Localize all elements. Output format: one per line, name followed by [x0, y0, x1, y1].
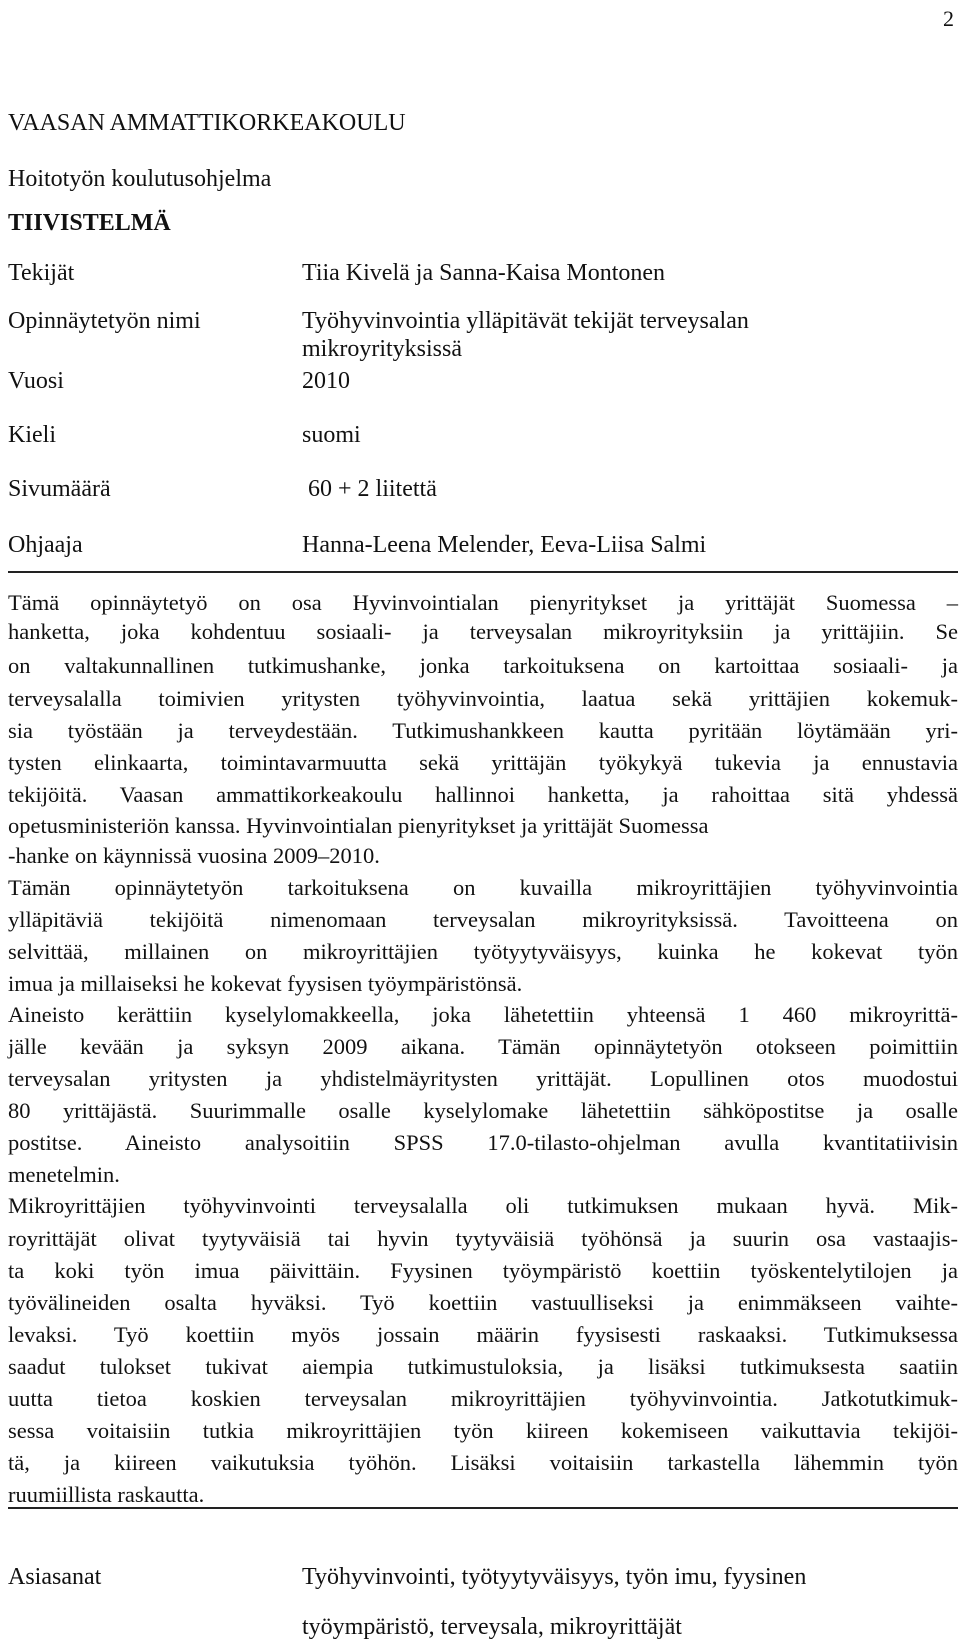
- abstract-line: Tämän opinnäytetyön tarkoituksena on kuvailla mikroyrittäjien työhyvinvointia: [8, 875, 958, 900]
- abstract-line: imua ja millaiseksi he kokevat fyysisen työympäristönsä.: [8, 971, 523, 996]
- abstract-line: Tämä opinnäytetyö on osa Hyvinvointialan pienyritykset ja yrittäjät Suomessa –: [8, 590, 958, 615]
- keywords-label: Asiasanat: [8, 1564, 102, 1590]
- abstract-line: hanketta, joka kohdentuu sosiaali- ja terveysalan mikroyrityksiin ja yrittäjiin. Se: [8, 619, 958, 644]
- abstract-line: terveysalan yritysten ja yhdistelmäyritysten yrittäjät. Lopullinen otos muodostui: [8, 1066, 958, 1091]
- abstract-line: työvälineiden osalta hyväksi. Työ koettiin vastuulliseksi ja enimmäkseen vaihte-: [8, 1290, 958, 1315]
- bottom-divider: [8, 1507, 958, 1509]
- abstract-line: levaksi. Työ koettiin myös jossain määrin fyysisesti raskaaksi. Tutkimuksessa: [8, 1322, 958, 1347]
- abstract-line: -hanke on käynnissä vuosina 2009–2010.: [8, 843, 380, 868]
- keywords-value: Työhyvinvointi, työtyytyväisyys, työn imu, fyysinen: [302, 1564, 807, 1590]
- abstract-line: tysten elinkaarta, toimintavarmuutta sekä yrittäjän työkykyä tukevia ja ennustavia: [8, 750, 958, 775]
- keywords-value-line2: työympäristö, terveysala, mikroyrittäjät: [302, 1614, 682, 1640]
- meta-label-language: Kieli: [8, 422, 56, 448]
- meta-value-thesis-title: Työhyvinvointia ylläpitävät tekijät terveysalan: [302, 308, 749, 334]
- section-title: TIIVISTELMÄ: [8, 210, 171, 236]
- abstract-line: ylläpitäviä tekijöitä nimenomaan terveysalan mikroyrityksissä. Tavoitteena on: [8, 907, 958, 932]
- top-divider: [8, 571, 958, 573]
- abstract-line: selvittää, millainen on mikroyrittäjien työtyytyväisyys, kuinka he kokevat työn: [8, 939, 958, 964]
- abstract-line: jälle kevään ja syksyn 2009 aikana. Tämän opinnäytetyön otokseen poimittiin: [8, 1034, 958, 1059]
- meta-value-year: 2010: [302, 368, 350, 394]
- meta-value-thesis-title-line2: mikroyrityksissä: [302, 336, 462, 362]
- abstract-line: ta koki työn imua päivittäin. Fyysinen työympäristö koettiin työskentelytilojen ja: [8, 1258, 958, 1283]
- page-number: 2: [943, 6, 954, 31]
- meta-value-authors: Tiia Kivelä ja Sanna-Kaisa Montonen: [302, 260, 666, 286]
- meta-label-thesis-title: Opinnäytetyön nimi: [8, 308, 201, 334]
- abstract-line: Mikroyrittäjien työhyvinvointi terveysalalla oli tutkimuksen mukaan hyvä. Mik-: [8, 1193, 958, 1218]
- meta-label-year: Vuosi: [8, 368, 64, 394]
- meta-value-language: suomi: [302, 422, 361, 448]
- abstract-line: sia työstään ja terveydestään. Tutkimushankkeen kautta pyritään löytämään yri-: [8, 718, 958, 743]
- meta-label-pages: Sivumäärä: [8, 476, 111, 502]
- meta-value-pages: 60 + 2 liitettä: [308, 476, 437, 502]
- abstract-line: Aineisto kerättiin kyselylomakkeella, joka lähetettiin yhteensä 1 460 mikroyrittä-: [8, 1002, 958, 1027]
- abstract-line: sessa voitaisiin tutkia mikroyrittäjien työn kiireen kokemiseen vaikuttavia tekijöi-: [8, 1418, 958, 1443]
- abstract-line: on valtakunnallinen tutkimushanke, jonka tarkoituksena on kartoittaa sosiaali- ja: [8, 653, 958, 678]
- institution-name: VAASAN AMMATTIKORKEAKOULU: [8, 110, 406, 136]
- meta-label-authors: Tekijät: [8, 260, 75, 286]
- abstract-line: terveysalalla toimivien yritysten työhyvinvointia, laatua sekä yrittäjien kokemuk-: [8, 686, 958, 711]
- abstract-line: postitse. Aineisto analysoitiin SPSS 17.0-tilasto-ohjelman avulla kvantitatiivisin: [8, 1130, 958, 1155]
- abstract-line: ruumiillista raskautta.: [8, 1482, 205, 1507]
- abstract-line: tä, ja kiireen vaikutuksia työhön. Lisäksi voitaisiin tarkastella lähemmin työn: [8, 1450, 958, 1475]
- abstract-line: tekijöitä. Vaasan ammattikorkeakoulu hallinnoi hanketta, ja rahoittaa sitä yhdessä: [8, 782, 958, 807]
- abstract-line: saadut tulokset tukivat aiempia tutkimustuloksia, ja lisäksi tutkimuksesta saatiin: [8, 1354, 958, 1379]
- abstract-line: menetelmin.: [8, 1162, 120, 1187]
- programme-name: Hoitotyön koulutusohjelma: [8, 166, 272, 192]
- abstract-line: uutta tietoa koskien terveysalan mikroyrittäjien työhyvinvointia. Jatkotutkimuk-: [8, 1386, 958, 1411]
- meta-label-supervisor: Ohjaaja: [8, 532, 83, 558]
- abstract-line: 80 yrittäjästä. Suurimmalle osalle kyselylomake lähetettiin sähköpostitse ja osalle: [8, 1098, 958, 1123]
- meta-value-supervisor: Hanna-Leena Melender, Eeva-Liisa Salmi: [302, 532, 707, 558]
- abstract-line: royrittäjät olivat tyytyväisiä tai hyvin tyytyväisiä työhönsä ja suurin osa vastaajis-: [8, 1226, 958, 1251]
- abstract-line: opetusministeriön kanssa. Hyvinvointialan pienyritykset ja yrittäjät Suomessa: [8, 813, 709, 838]
